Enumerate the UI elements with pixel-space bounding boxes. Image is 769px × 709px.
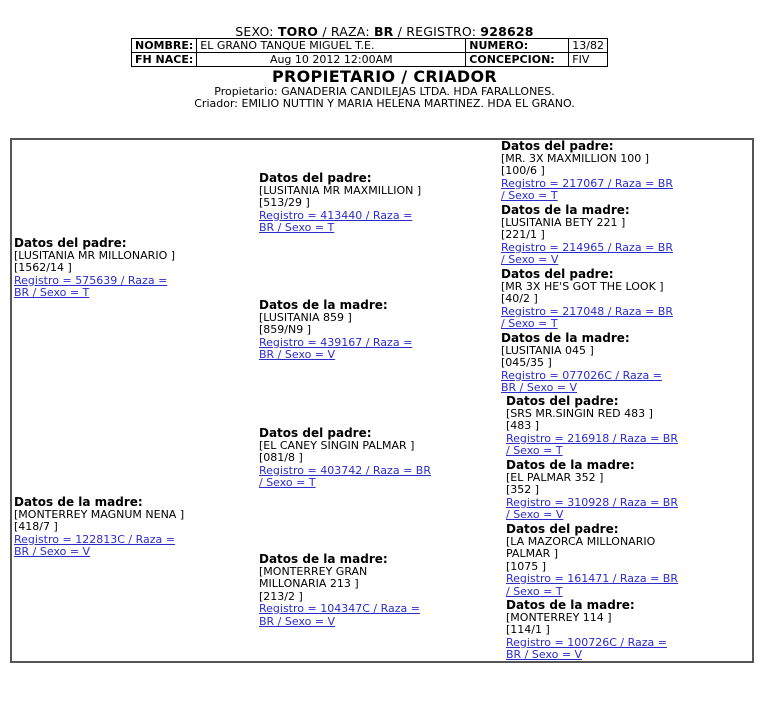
node-heading: Datos del padre: — [501, 139, 614, 153]
node-registro-link[interactable]: Registro = 217067 / Raza = BR — [501, 176, 673, 190]
node-name: [LA MAZORCA MILLONARIO — [506, 534, 656, 548]
fh-nace-value: Aug 10 2012 12:00AM — [197, 53, 466, 67]
node-registro-link[interactable]: Registro = 214965 / Raza = BR — [501, 240, 673, 254]
node-name: [MR. 3X MAXMILLION 100 ] — [501, 151, 650, 165]
node-heading: Datos de la madre: — [501, 203, 630, 217]
node-registro-link[interactable]: Registro = 161471 / Raza = BR — [506, 572, 678, 585]
sexo-label: SEXO: — [235, 24, 274, 39]
node-name: [LUSITANIA BETY 221 ] — [501, 215, 626, 229]
node-registro-link[interactable]: Registro = 217048 / Raza = BR — [501, 304, 673, 318]
node-heading: Datos de la madre: — [506, 598, 635, 612]
node-code: [1562/14 ] — [14, 261, 72, 274]
node-name: [SRS MR.SINGIN RED 483 ] — [506, 406, 653, 420]
concepcion-value: FIV — [569, 53, 608, 67]
nombre-label: NOMBRE: — [132, 39, 197, 53]
node-code: [513/29 ] — [259, 196, 310, 209]
node-code: [859/N9 ] — [259, 323, 312, 336]
node-code: [081/8 ] — [259, 451, 303, 464]
nombre-value: EL GRANO TANQUE MIGUEL T.E. — [197, 39, 466, 53]
node-code: [213/2 ] — [259, 589, 303, 603]
node-heading: Datos del padre: — [506, 394, 619, 408]
node-heading: Datos de la madre: — [506, 458, 635, 472]
node-heading: Datos del padre: — [14, 236, 127, 250]
node-registro-link[interactable]: Registro = 122813C / Raza = — [14, 532, 175, 546]
node-code: [483 ] — [506, 419, 540, 432]
g3-node-2 — [501, 204, 673, 267]
node-name: [MONTERREY 114 ] — [506, 610, 612, 624]
node-name: [LUSITANIA MR MILLONARIO ] — [14, 248, 176, 262]
g3-node-7 — [506, 523, 678, 598]
node-heading: Datos de la madre: — [14, 495, 143, 509]
concepcion-label: CONCEPCION: — [466, 53, 569, 67]
node-name: [LUSITANIA 859 ] — [259, 310, 352, 324]
criador-line: Criador: EMILIO NUTTIN Y MARIA HELENA MARTINEZ. HDA EL GRANO. — [194, 97, 575, 110]
raza-value: BR — [373, 24, 394, 39]
node-heading: Datos del padre: — [259, 426, 372, 440]
g2-sire-dam — [259, 299, 412, 362]
node-registro-link[interactable]: Registro = 104347C / Raza = — [259, 602, 420, 615]
sexo-value: TORO — [277, 24, 319, 39]
registration-header: SEXO: TORO / RAZA: BR / REGISTRO: 928628 — [235, 24, 534, 39]
owner-title: PROPIETARIO / CRIADOR — [271, 67, 498, 86]
node-name: [MR 3X HE'S GOT THE LOOK ] — [501, 279, 664, 293]
node-registro-link[interactable]: Registro = 077026C / Raza = — [501, 368, 662, 382]
pedigree-tree — [10, 138, 754, 663]
node-registro-link-cont[interactable]: BR / Sexo = T — [14, 286, 90, 299]
node-code: [40/2 ] — [501, 292, 538, 305]
node-registro-link[interactable]: Registro = 100726C / Raza = — [506, 635, 667, 649]
node-registro-link-cont[interactable]: BR / Sexo = V — [501, 381, 578, 394]
node-name-cont: MILLONARIA 213 ] — [259, 577, 359, 590]
node-registro-link[interactable]: Registro = 403742 / Raza = BR — [259, 463, 431, 477]
node-heading: Datos de la madre: — [501, 331, 630, 345]
node-registro-link[interactable]: Registro = 575639 / Raza = — [14, 273, 168, 287]
g3-node-8 — [506, 599, 667, 662]
node-name: [MONTERREY GRAN — [259, 564, 368, 578]
propietario-line: Propietario: GANADERIA CANDILEJAS LTDA. HDA FARALLONES. — [214, 85, 555, 98]
g3-node-3 — [501, 268, 673, 331]
numero-value: 13/82 — [569, 39, 608, 53]
node-heading: Datos de la madre: — [259, 298, 388, 312]
node-code: [352 ] — [506, 483, 540, 496]
node-code: [100/6 ] — [501, 164, 545, 177]
node-code: [221/1 ] — [501, 228, 545, 241]
node-code: [418/7 ] — [14, 520, 58, 533]
node-registro-link-cont[interactable]: / Sexo = T — [501, 317, 558, 330]
registro-value: 928628 — [480, 24, 534, 39]
node-registro-link-cont[interactable]: / Sexo = V — [506, 508, 564, 521]
node-registro-link-cont[interactable]: / Sexo = V — [501, 253, 559, 266]
node-name: [LUSITANIA MR MAXMILLION ] — [259, 183, 422, 197]
g2-dam-dam — [259, 553, 420, 628]
raza-label: RAZA: — [330, 24, 370, 39]
node-name: [EL PALMAR 352 ] — [506, 470, 604, 484]
node-registro-link-cont[interactable]: / Sexo = T — [501, 189, 558, 202]
fh-nace-label: FH NACE: — [132, 53, 197, 67]
node-name: [LUSITANIA 045 ] — [501, 343, 594, 357]
node-name-cont: PALMAR ] — [506, 547, 559, 560]
g3-node-5 — [506, 395, 678, 458]
node-code: [045/35 ] — [501, 356, 552, 369]
node-code: [114/1 ] — [506, 623, 550, 636]
g3-node-6 — [506, 459, 678, 522]
node-heading: Datos del padre: — [259, 171, 372, 185]
node-heading: Datos del padre: — [506, 522, 619, 536]
node-registro-link[interactable]: Registro = 413440 / Raza = — [259, 208, 413, 222]
node-registro-link-cont[interactable]: BR / Sexo = T — [259, 221, 335, 234]
registro-label: REGISTRO: — [406, 24, 477, 39]
g1-sire — [14, 237, 175, 300]
node-registro-link[interactable]: Registro = 216918 / Raza = BR — [506, 431, 678, 445]
node-registro-link[interactable]: Registro = 310928 / Raza = BR — [506, 495, 678, 509]
node-registro-link-cont[interactable]: BR / Sexo = V — [14, 545, 91, 558]
g2-sire-sire — [259, 172, 421, 235]
g1-dam — [14, 496, 184, 559]
node-registro-link-cont[interactable]: BR / Sexo = V — [259, 348, 336, 361]
numero-label: NUMERO: — [466, 39, 569, 53]
animal-info-table — [131, 38, 608, 67]
node-registro-link-cont[interactable]: BR / Sexo = V — [259, 614, 336, 628]
g3-node-1 — [501, 140, 673, 203]
node-code: [1075 ] — [506, 559, 547, 573]
node-heading: Datos del padre: — [501, 267, 614, 281]
node-heading: Datos de la madre: — [259, 552, 388, 566]
g3-node-4 — [501, 332, 662, 395]
g2-dam-sire — [259, 427, 431, 490]
node-name: [MONTERREY MAGNUM NENA ] — [14, 507, 185, 521]
node-registro-link-cont[interactable]: BR / Sexo = V — [506, 648, 583, 661]
node-registro-link-cont[interactable]: / Sexo = T — [259, 476, 316, 489]
node-registro-link-cont[interactable]: / Sexo = T — [506, 444, 563, 457]
node-registro-link-cont[interactable]: / Sexo = T — [506, 584, 563, 598]
node-name: [EL CANEY SINGIN PALMAR ] — [259, 438, 415, 452]
node-registro-link[interactable]: Registro = 439167 / Raza = — [259, 335, 413, 349]
